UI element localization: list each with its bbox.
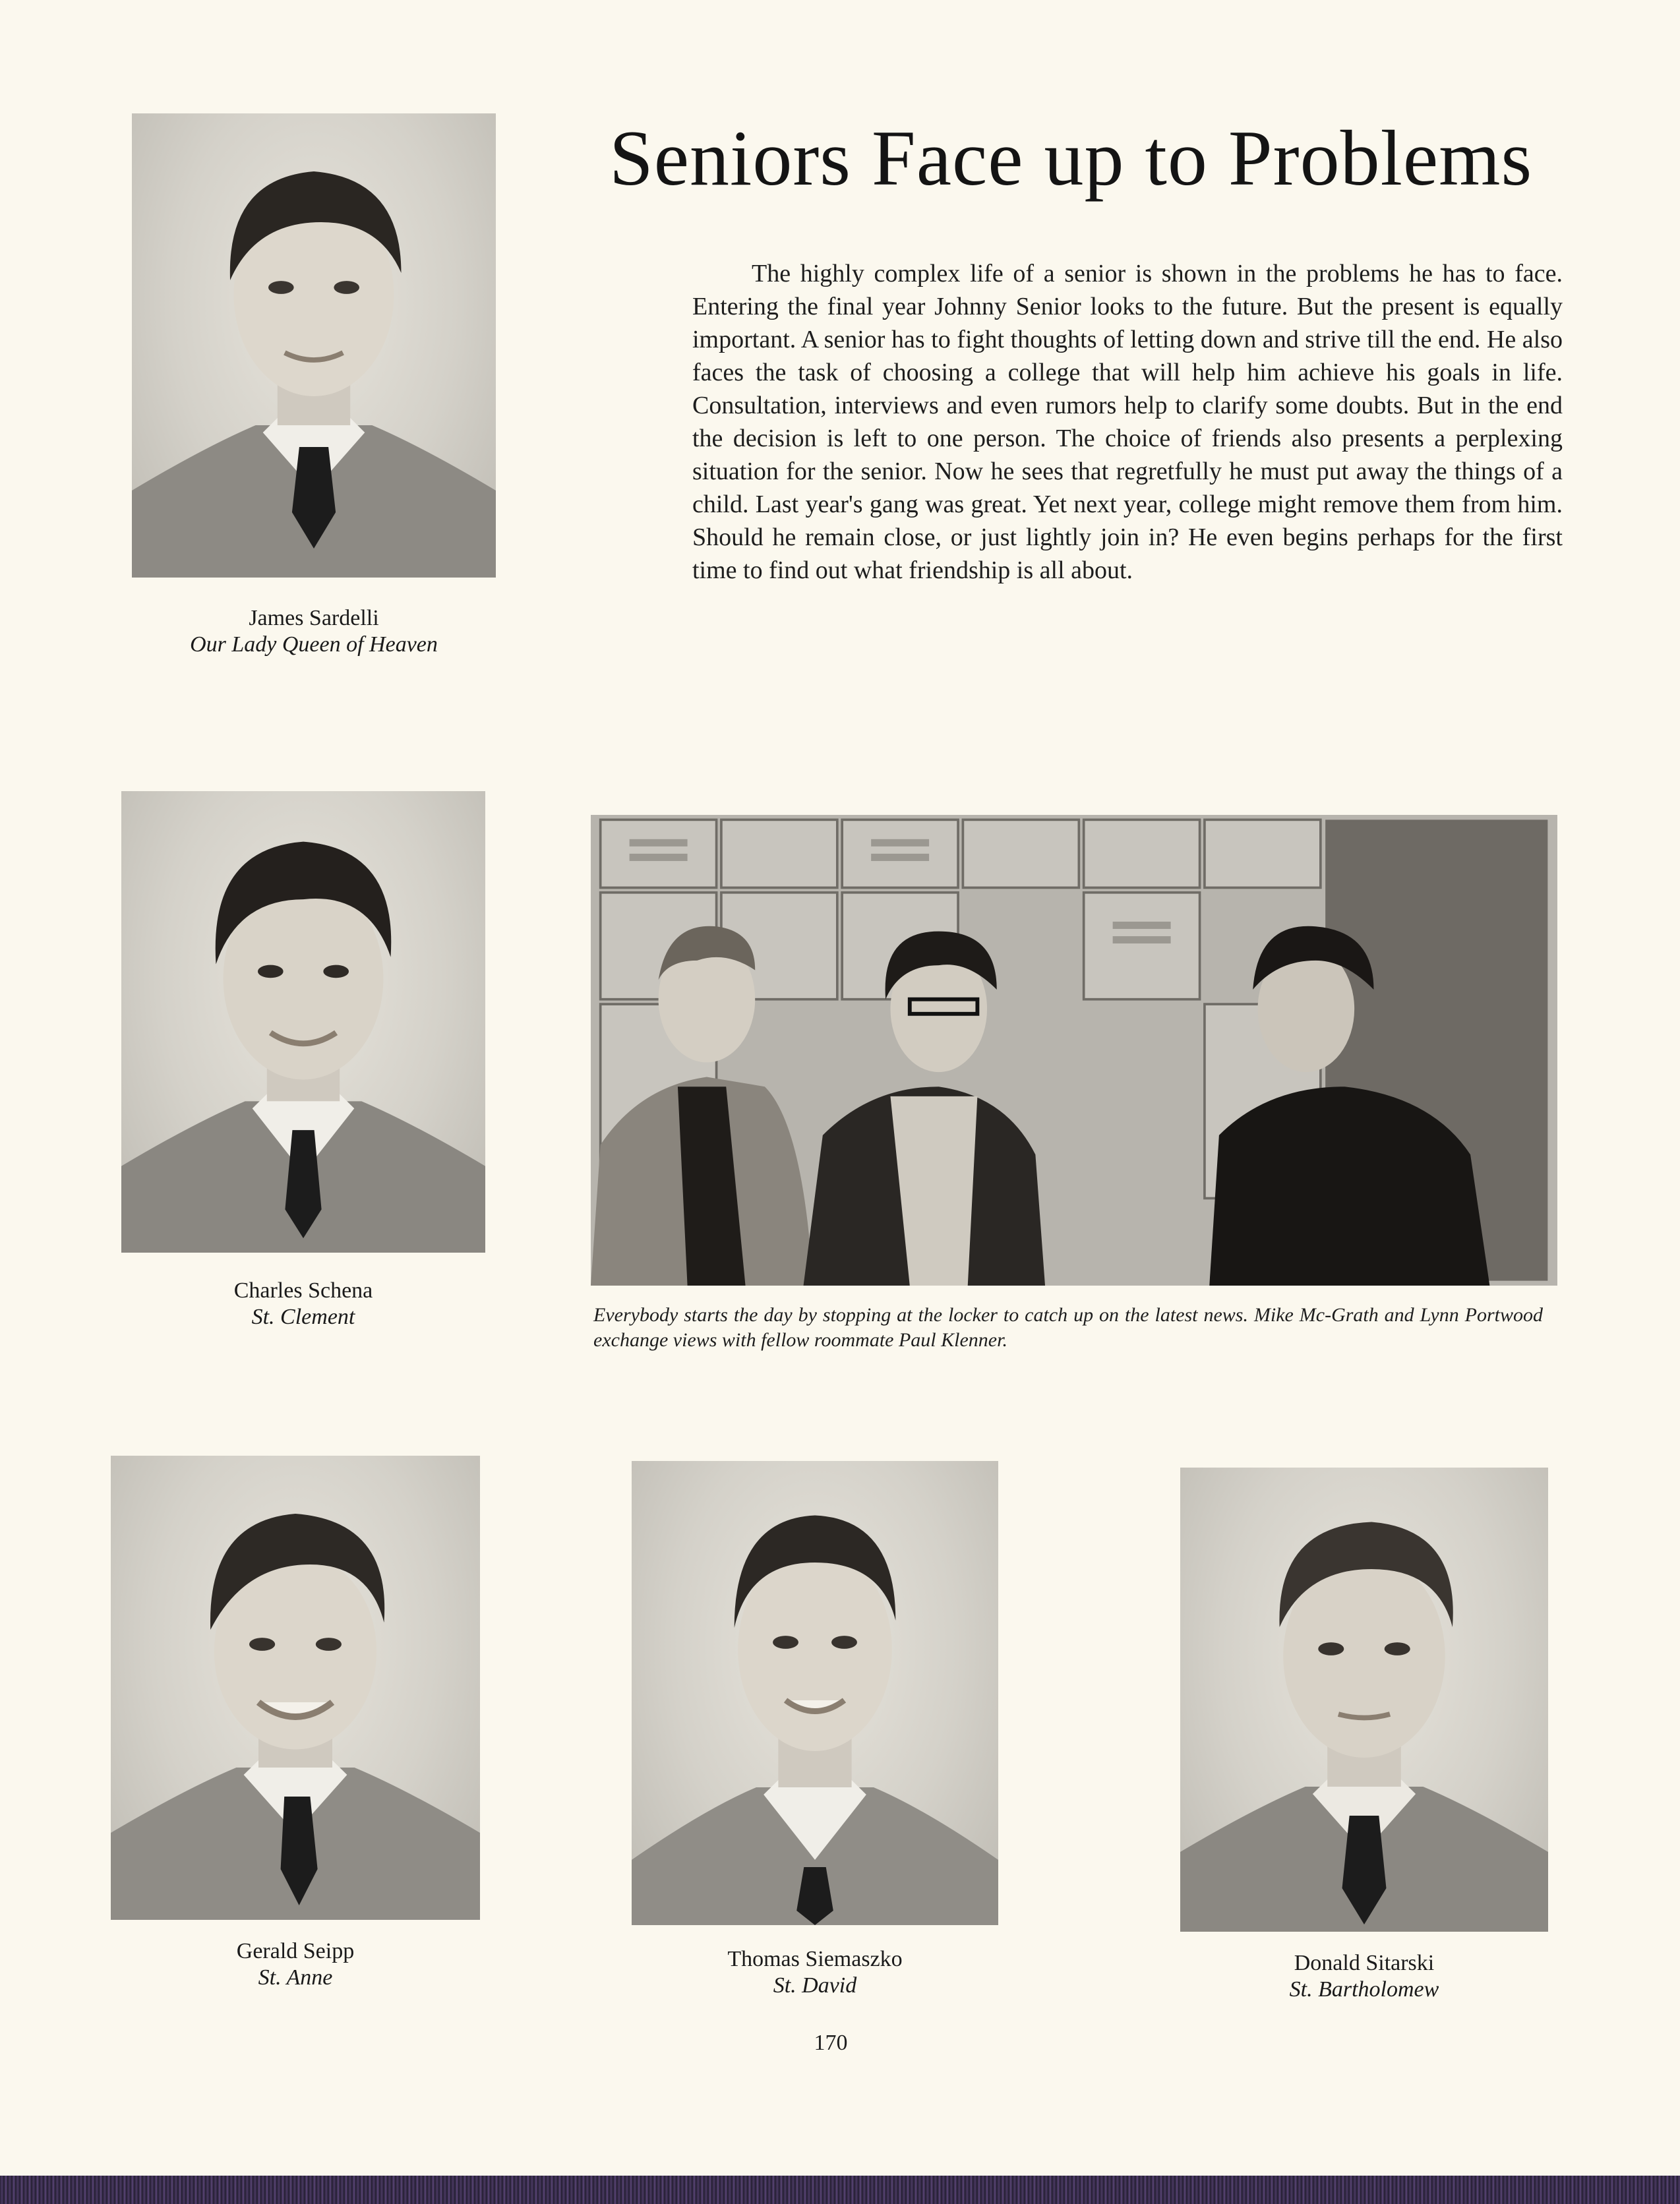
student-name: James Sardelli — [249, 606, 379, 630]
page-title: Seniors Face up to Problems — [609, 114, 1533, 202]
portrait-photo-seipp — [111, 1456, 480, 1920]
student-parish: St. David — [773, 1973, 857, 1998]
scan-edge-strip — [0, 2176, 1680, 2204]
portrait-caption-seipp — [111, 1938, 480, 1991]
portrait-caption-siemaszko — [632, 1946, 998, 1999]
portrait-caption-sitarski — [1180, 1950, 1548, 2003]
portrait-caption-schena — [121, 1278, 485, 1330]
student-parish: St. Bartholomew — [1289, 1977, 1439, 2002]
portrait-caption-sardelli — [132, 605, 496, 658]
group-photo-lockers — [591, 815, 1557, 1286]
student-name: Donald Sitarski — [1294, 1951, 1435, 1975]
student-parish: Our Lady Queen of Heaven — [190, 632, 438, 657]
student-name: Charles Schena — [233, 1278, 373, 1303]
student-parish: St. Anne — [258, 1965, 333, 1990]
page-number: 170 — [814, 2031, 848, 2055]
student-name: Gerald Seipp — [236, 1939, 355, 1963]
group-photo-caption: Everybody starts the day by stopping at the locker to catch up on the latest news. Mike Mc-Grath and Lynn Portwood exchange views with fellow roommate Paul Klenner. — [593, 1304, 1543, 1351]
student-name: Thomas Siemaszko — [727, 1947, 903, 1971]
portrait-photo-sitarski — [1180, 1468, 1548, 1932]
student-parish: St. Clement — [251, 1305, 355, 1329]
body-paragraph: The highly complex life of a senior is shown in the problems he has to face. Entering the final year Johnny Senior looks to the future. But the present is equally important. A senior has to fight thoughts of letting down and strive till the end. He also faces the task of choosing a college that will help him achieve his goals in life. Consultation, interviews and even rumors help to clarify some doubts. But in the end the decision is left to one person. The choice of friends also presents a perplexing situation for the senior. Now he sees that regretfully he must put away the things of a child. Last year's gang was great. Yet next year, college might remove them from him. Should he remain close, or just lightly join in? He even begins perhaps for the first time to find out what friendship is all about. — [692, 260, 1563, 584]
portrait-photo-sardelli — [132, 113, 496, 578]
portrait-photo-siemaszko — [632, 1461, 998, 1925]
portrait-photo-schena — [121, 791, 485, 1253]
